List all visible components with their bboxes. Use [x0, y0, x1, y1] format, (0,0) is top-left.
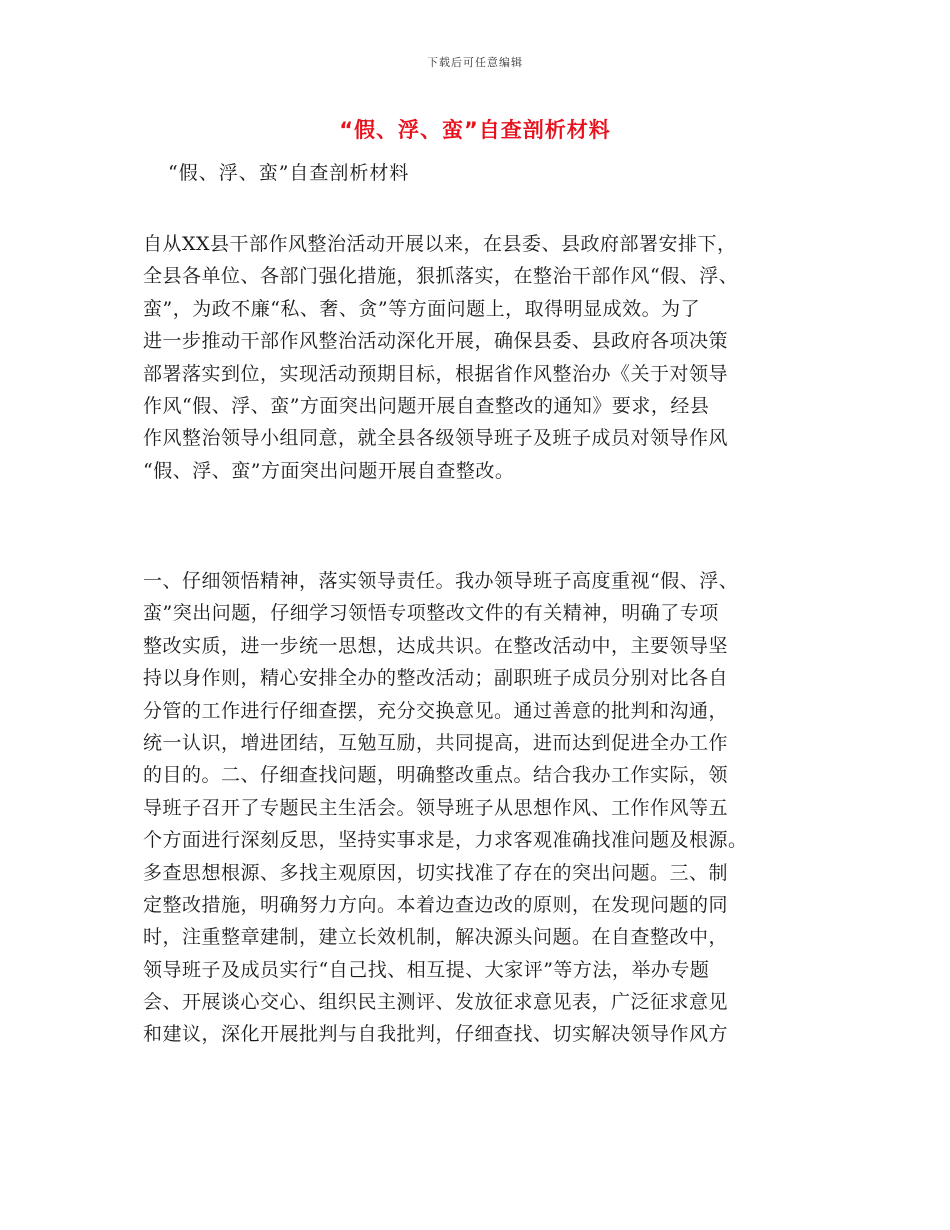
paragraph-line: 多查思想根源、多找主观原因，切实找准了存在的突出问题。三、制: [143, 861, 729, 884]
paragraph-line: 领导班子及成员实行“自己找、相互提、大家评”等方法，举办专题: [143, 958, 710, 981]
paragraph-line: “假、浮、蛮”方面突出问题开展自查整改。: [143, 459, 515, 482]
paragraph-line: 部署落实到位，实现活动预期目标，根据省作风整治办《关于对领导: [143, 362, 729, 385]
paragraph-line: 定整改措施，明确努力方向。本着边查边改的原则，在发现问题的同: [143, 893, 729, 916]
paragraph-line: 会、开展谈心交心、组织民主测评、发放征求意见表，广泛征求意见: [143, 991, 729, 1014]
paragraph-line: 和建议，深化开展批判与自我批判，仔细查找、切实解决领导作风方: [143, 1023, 729, 1046]
paragraph-line: 蛮”突出问题，仔细学习领悟专项整改文件的有关精神，明确了专项: [143, 602, 719, 625]
paragraph-line: 作风整治领导小组同意，就全县各级领导班子及班子成员对领导作风: [143, 427, 729, 450]
paragraph-main: [143, 565, 805, 1051]
paragraph-line: 全县各单位、各部门强化措施，狠抓落实，在整治干部作风“假、浮、: [143, 265, 739, 288]
document-title: “假、浮、蛮”自查剖析材料: [339, 118, 611, 142]
paragraph-line: 导班子召开了专题民主生活会。领导班子从思想作风、工作作风等五: [143, 796, 729, 819]
paragraph-line: 分管的工作进行仔细查摆，充分交换意见。通过善意的批判和沟通，: [143, 699, 729, 722]
paragraph-line: 一、仔细领悟精神，落实领导责任。我办领导班子高度重视“假、浮、: [143, 570, 739, 592]
paragraph-line: 统一认识，增进团结，互勉互励，共同提高，进而达到促进全办工作: [143, 731, 729, 754]
paragraph-line: 持以身作则，精心安排全办的整改活动；副职班子成员分别对比各自: [143, 667, 729, 690]
paragraph-intro: [143, 228, 805, 487]
paragraph-line: 个方面进行深刻反思，坚持实事求是，力求客观准确找准问题及根源。: [143, 829, 748, 852]
paragraph-line: 蛮”，为政不廉“私、奢、贪”等方面问题上，取得明显成效。为了: [143, 297, 701, 320]
paragraph-line: 作风“假、浮、蛮”方面突出问题开展自查整改的通知》要求，经县: [143, 394, 710, 417]
paragraph-line: 时，注重整章建制，建立长效机制，解决源头问题。在自查整改中，: [143, 926, 729, 949]
paragraph-line: 进一步推动干部作风整治活动深化开展，确保县委、县政府各项决策: [143, 330, 729, 353]
paragraph-line: 的目的。二、仔细查找问题，明确整改重点。结合我办工作实际，领: [143, 764, 729, 787]
paragraph-line: 整改实质，进一步统一思想，达成共识。在整改活动中，主要领导坚: [143, 634, 729, 657]
page-header-note: 下载后可任意编辑: [427, 56, 523, 69]
document-subtitle: “假、浮、蛮”自查剖析材料: [168, 162, 410, 184]
paragraph-line: 自从XX县干部作风整治活动开展以来，在县委、县政府部署安排下，: [143, 233, 737, 255]
